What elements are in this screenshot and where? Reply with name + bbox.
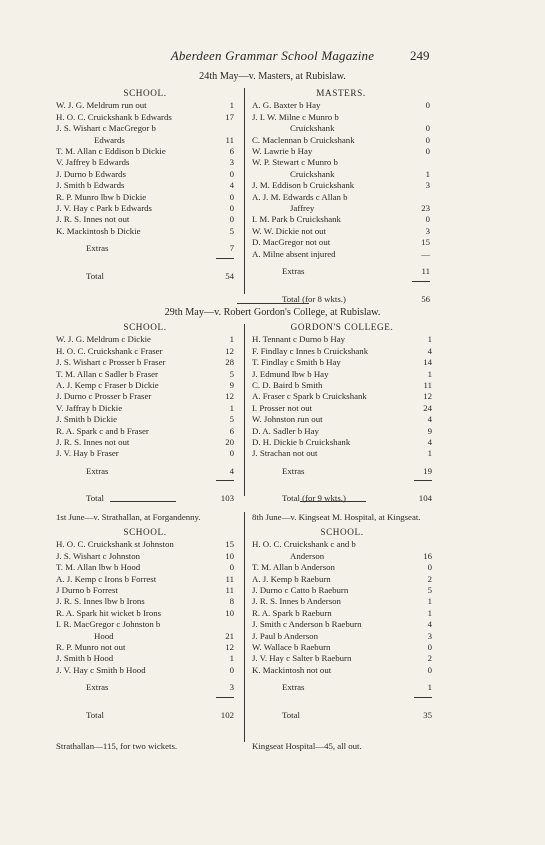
batsman-row [252,226,430,237]
batsman-score: 24 [423,402,432,413]
batsman-name: H. O. C. Cruickshank c and b [252,539,356,550]
extras-label: Extras [86,465,109,476]
batsman-score: 1 [229,100,234,111]
total-label: Total (for 8 wkts.) [282,293,346,304]
batsman-score: 17 [225,111,234,122]
school-innings-column [56,322,234,505]
batsman-row [252,192,430,203]
batsman-name: J. R. S. Innes not out [56,437,130,448]
batsman-score [416,192,430,203]
batsman-row [56,665,234,676]
batsman-score: 0 [425,146,430,157]
batsman-name: T. M. Allan c Sadler b Fraser [56,368,158,379]
total-rule [56,694,234,700]
section-rule [110,501,176,502]
team-heading: SCHOOL. [123,88,167,98]
total-row [252,493,432,504]
batsman-score: 0 [425,123,430,134]
batsman-name: A. J. Kemp c Irons b Forrest [56,573,157,584]
batsman-name: V. Jaffrey b Edwards [56,157,130,168]
batsman-row [252,157,430,168]
batsman-row [252,100,430,111]
extras-value: 7 [229,243,234,254]
batsman-row [252,334,432,345]
batsman-row [56,585,234,596]
batsman-name: J. Paul b Anderson [252,630,318,641]
batsman-score: 2 [427,653,432,664]
batsman-row [56,100,234,111]
page-header-title: Aberdeen Grammar School Magazine [170,48,375,63]
batsman-row [56,334,234,345]
extras-label: Extras [282,682,305,693]
batsman-name: J. R. S. Innes lbw b Irons [56,596,145,607]
total-row [252,710,432,721]
total-value: 104 [418,493,432,504]
batsman-row [56,596,234,607]
batsman-name: C. Maclennan b Cruickshank [252,134,355,145]
batsman-name: K. Mackintosh b Dickie [56,225,141,236]
batsman-row [252,169,430,180]
batsman-score: 1 [427,607,432,618]
batsman-row [56,346,234,357]
batsman-name: R. A. Spark hit wicket b Irons [56,607,162,618]
batsman-score: 1 [229,653,234,664]
batsman-row [56,642,234,653]
batsman-score: 10 [225,607,234,618]
batsman-name: A. Milne absent injured [252,248,336,259]
extras-value: 11 [421,266,430,277]
batsman-name: I. R. MacGregor c Johnston b [56,619,161,630]
batsman-name: W. J. G. Meldrum c Dickie [56,334,151,345]
total-value: 54 [225,270,234,281]
batsman-score: 1 [229,402,234,413]
team-heading: SCHOOL. [123,322,167,332]
batsman-score: 12 [225,345,234,356]
batsman-name: R. A. Spark b Raeburn [252,607,332,618]
batsman-name: J. V. Hay b Fraser [56,448,119,459]
result-footer: Strathallan—115, for two wickets. [56,741,178,752]
batsman-score: 9 [427,425,432,436]
batsman-score: 11 [225,134,234,145]
batsman-row [252,562,432,573]
batsman-score: 12 [225,642,234,653]
column-divider [244,512,245,742]
batsman-row [252,380,432,391]
batsman-score: 10 [225,550,234,561]
batsman-row [56,426,234,437]
batsman-row [252,123,430,134]
total-value: 56 [421,293,430,304]
batsman-name: H. O. C. Cruickshank b Edwards [56,111,172,122]
batsman-name: R. P. Munro not out [56,642,126,653]
batsman-row [252,585,432,596]
batsman-row [252,574,432,585]
batsman-score: 5 [229,414,234,425]
batsman-score: 1 [427,334,432,345]
team-heading: MASTERS. [316,88,366,98]
batsman-score: 5 [229,225,234,236]
batsman-score: 12 [225,391,234,402]
batsman-name: D. H. Dickie b Cruickshank [252,437,351,448]
team-heading: SCHOOL. [123,527,167,537]
extras-label: Extras [86,682,109,693]
batsman-row [56,391,234,402]
batsman-name: J. Durno b Edwards [56,168,126,179]
batsman-row [56,112,234,123]
batsman-name: J. R. S. Innes b Anderson [252,596,341,607]
batsman-row [252,596,432,607]
batsman-score: 0 [427,562,432,573]
total-rule [56,477,234,483]
batsman-score: 0 [229,191,234,202]
batsman-name: W. Wallace b Raeburn [252,642,331,653]
batsman-score: 2 [427,573,432,584]
batsman-name: W. Johnston run out [252,414,323,425]
batsman-score: — [421,248,430,259]
extras-row [252,266,430,277]
batsman-row [252,426,432,437]
batsman-score: 3 [229,157,234,168]
batsman-name: A. J. M. Edwards c Allan b [252,191,348,202]
batsman-score: 4 [427,437,432,448]
batsman-name: I. Prosser not out [252,402,313,413]
batsman-row [56,631,234,642]
batsman-row [56,574,234,585]
batsman-row [252,180,430,191]
batsman-score: 6 [229,146,234,157]
extras-label: Extras [282,266,305,277]
total-label: Total [282,709,300,720]
batsman-name: J. M. Eddison b Cruickshank [252,180,355,191]
batsman-score: 1 [427,448,432,459]
batsman-name: D. A. Sadler b Hay [252,425,319,436]
total-value: 103 [220,493,234,504]
batsman-score: 0 [427,642,432,653]
batsman-score: 4 [427,414,432,425]
batsman-name: J. V. Hay c Smith b Hood [56,664,146,675]
batsman-score: 0 [229,168,234,179]
team-heading: SCHOOL. [320,527,364,537]
batsman-name: J. S. Wishart c Johnston [56,550,141,561]
batsman-score: 0 [425,214,430,225]
strathallan-innings-column [56,512,234,753]
batsman-name: J Durno b Forrest [56,585,118,596]
total-rule [252,477,432,483]
batsman-score: 0 [427,664,432,675]
batsman-name: H. O. C. Cruickshank c Fraser [56,345,163,356]
batsman-name: F. Findlay c Innes b Cruickshank [252,345,369,356]
batsman-name: W. W. Dickie not out [252,225,326,236]
batsman-row [56,562,234,573]
total-row [56,493,234,504]
batsman-row [56,135,234,146]
batsman-row [252,403,432,414]
team-heading: GORDON'S COLLEGE. [290,322,394,332]
batsman-score: 0 [229,448,234,459]
batsman-row [252,665,432,676]
batsman-row [252,619,432,630]
batsman-score: 0 [229,664,234,675]
column-divider [244,88,245,294]
batsman-name: T. M. Allan b Anderson [252,562,335,573]
batsman-name: D. MacGregor not out [252,237,331,248]
batsman-name: Cruickshank [290,168,335,179]
batsman-score: 11 [423,380,432,391]
total-rule [252,278,430,284]
batsman-score: 3 [425,225,430,236]
total-rule [56,255,234,261]
batsman-name: J. Smith c Anderson b Raeburn [252,619,362,630]
batsman-row [252,608,432,619]
batsman-row [56,437,234,448]
batsman-row [56,608,234,619]
batsman-name: T. M. Allan c Eddison b Dickie [56,146,166,157]
batsman-score: 5 [229,368,234,379]
batsman-score [416,112,430,123]
result-footer: Kingseat Hospital—45, all out. [252,741,362,752]
batsman-score: 11 [225,585,234,596]
batsman-name: Anderson [290,550,325,561]
total-label: Total (for 9 wkts.) [282,493,346,504]
batsman-row [252,249,430,260]
batsman-score: 3 [427,630,432,641]
batsman-name: Jaffrey [290,203,315,214]
masters-innings-column [252,88,430,305]
batsman-row [56,180,234,191]
extras-value: 1 [427,682,432,693]
batsman-row [56,619,234,630]
batsman-row [252,391,432,402]
batsman-score: 1 [229,334,234,345]
batsman-row [252,369,432,380]
batsman-row [252,631,432,642]
total-value: 35 [423,709,432,720]
match-heading: 24th May—v. Masters, at Rubislaw. [199,71,346,82]
batsman-score: 6 [229,425,234,436]
batsman-row [56,414,234,425]
extras-row [252,682,432,693]
batsman-name: C. D. Baird b Smith [252,380,323,391]
column-divider [244,324,245,496]
batsman-score: 4 [427,345,432,356]
batsman-name: J. Edmund lbw b Hay [252,368,329,379]
extras-row [56,466,234,477]
batsman-score: 15 [421,237,430,248]
batsman-score: 4 [427,619,432,630]
batsman-score: 21 [225,630,234,641]
batsman-score: 20 [225,437,234,448]
batsman-row [56,539,234,550]
batsman-score: 3 [425,180,430,191]
batsman-name: J. Smith b Hood [56,653,114,664]
batsman-name: A. Fraser c Spark b Cruickshank [252,391,367,402]
batsman-name: J. S. Wishart c MacGregor b [56,123,156,134]
batsman-row [252,203,430,214]
match-heading: 29th May—v. Robert Gordon's College, at Rubislaw. [164,307,381,318]
extras-label: Extras [86,243,109,254]
batsman-name: J. Durno c Catto b Raeburn [252,585,349,596]
batsman-score: 15 [225,539,234,550]
batsman-score: 0 [425,100,430,111]
batsman-row [56,369,234,380]
batsman-score: 9 [229,380,234,391]
extras-value: 3 [229,682,234,693]
batsman-name: J. S. Wishart c Prosser b Fraser [56,357,166,368]
batsman-score: 23 [421,203,430,214]
batsman-score [220,619,234,630]
extras-row [56,682,234,693]
batsman-name: K. Mackintosh not out [252,664,332,675]
batsman-name: H. O. C. Cruickshank st Johnston [56,539,174,550]
extras-value: 19 [423,465,432,476]
total-label: Total [86,270,104,281]
total-label: Total [86,493,104,504]
total-label: Total [86,709,104,720]
batsman-score: 14 [423,357,432,368]
batsman-row [56,123,234,134]
extras-row [56,243,234,254]
total-value: 102 [220,709,234,720]
batsman-name: J. V. Hay c Park b Edwards [56,203,152,214]
batsman-score: 11 [225,573,234,584]
extras-value: 4 [229,465,234,476]
batsman-row [56,357,234,368]
batsman-score: 1 [427,368,432,379]
batsman-score: 1 [427,596,432,607]
batsman-score: 0 [229,562,234,573]
batsman-row [252,551,432,562]
batsman-name: J. I. W. Milne c Munro b [252,111,339,122]
batsman-row [56,226,234,237]
batsman-name: A. J. Kemp c Fraser b Dickie [56,380,159,391]
batsman-name: J. R. S. Innes not out [56,214,130,225]
total-row [56,271,234,282]
batsman-name: I. M. Park b Cruickshank [252,214,341,225]
batsman-score: 28 [225,357,234,368]
batsman-row [56,214,234,225]
batsman-name: T. Findlay c Smith b Hay [252,357,341,368]
batsman-row [56,192,234,203]
batsman-name: Cruickshank [290,123,335,134]
batsman-name: T. M. Allan lbw b Hood [56,562,141,573]
batsman-row [252,237,430,248]
batsman-row [252,539,432,550]
batsman-name: W. J. G. Meldrum run out [56,100,147,111]
batsman-score [418,539,432,550]
total-row [56,710,234,721]
batsman-row [56,448,234,459]
kingseat-innings-column [252,512,432,753]
batsman-name: A. G. Baxter b Hay [252,100,321,111]
extras-label: Extras [282,465,305,476]
school-innings-column [56,88,234,282]
batsman-name: W. Lawrie b Hay [252,146,313,157]
batsman-row [56,403,234,414]
batsman-name: J. Durno c Prosser b Fraser [56,391,152,402]
batsman-row [56,169,234,180]
page-number: 249 [410,48,430,63]
batsman-score: 16 [423,550,432,561]
batsman-name: J. Strachan not out [252,448,318,459]
fixture-heading: 8th June—v. Kingseat M. Hospital, at Kingseat. [252,512,421,522]
batsman-score: 0 [425,134,430,145]
batsman-name: A. J. Kemp b Raeburn [252,573,331,584]
batsman-score [220,123,234,134]
batsman-score [416,157,430,168]
batsman-name: Hood [94,630,114,641]
section-rule [300,501,366,502]
batsman-row [252,357,432,368]
batsman-row [252,653,432,664]
batsman-name: H. Tennant c Durno b Hay [252,334,346,345]
batsman-row [252,146,430,157]
batsman-row [252,642,432,653]
total-rule [252,694,432,700]
extras-row [252,466,432,477]
batsman-row [56,551,234,562]
batsman-row [252,437,432,448]
batsman-name: R. P. Munro lbw b Dickie [56,191,147,202]
batsman-row [56,380,234,391]
batsman-score: 1 [425,168,430,179]
batsman-row [252,112,430,123]
batsman-name: V. Jaffray b Dickie [56,402,123,413]
batsman-row [252,135,430,146]
batsman-row [252,346,432,357]
batsman-score: 0 [229,203,234,214]
batsman-score: 0 [229,214,234,225]
batsman-name: W. P. Stewart c Munro b [252,157,338,168]
batsman-row [252,448,432,459]
batsman-row [56,203,234,214]
batsman-row [252,414,432,425]
batsman-row [56,157,234,168]
batsman-row [56,146,234,157]
batsman-row [252,214,430,225]
gordons-innings-column [252,322,432,505]
batsman-row [56,653,234,664]
batsman-name: J. Smith b Dickie [56,414,118,425]
batsman-score: 8 [229,596,234,607]
fixture-heading: 1st June—v. Strathallan, at Forgandenny. [56,512,201,522]
section-rule [237,303,309,304]
batsman-name: R. A. Spark c and b Fraser [56,425,149,436]
batsman-name: Edwards [94,134,125,145]
batsman-name: J. Smith b Edwards [56,180,125,191]
batsman-name: J. V. Hay c Salter b Raeburn [252,653,352,664]
batsman-score: 5 [427,585,432,596]
batsman-score: 4 [229,180,234,191]
batsman-score: 12 [423,391,432,402]
